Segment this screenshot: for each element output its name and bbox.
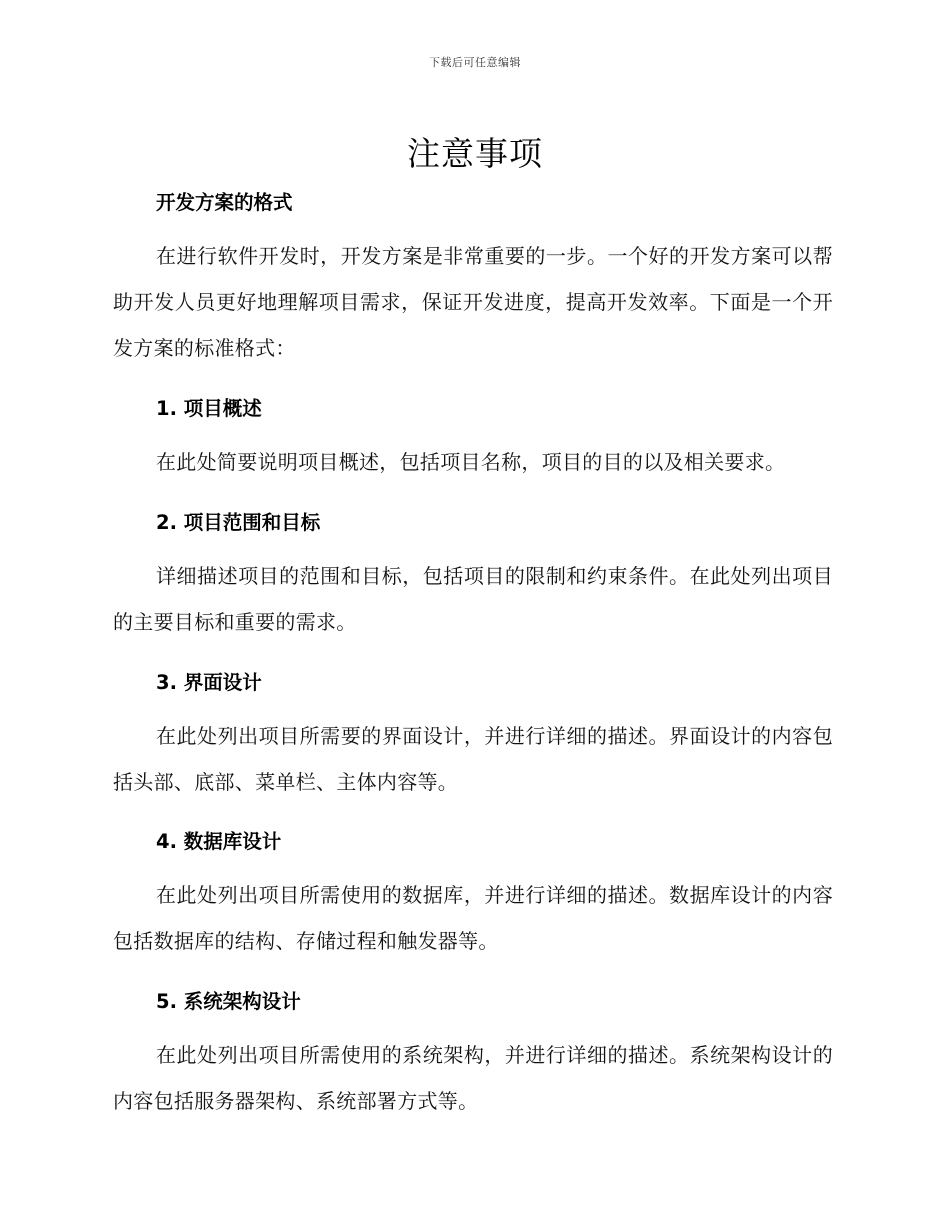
section-heading-ui-design: 3. 界面设计 — [156, 671, 262, 694]
section-paragraph-architecture: 在此处列出项目所需使用的系统架构，并进行详细的描述。系统架构设计的内容包括服务器架构、系统部署方式等。 — [113, 1043, 833, 1113]
section-heading-format: 开发方案的格式 — [156, 191, 293, 214]
section-heading-scope: 2. 项目范围和目标 — [156, 511, 321, 534]
section-heading-overview: 1. 项目概述 — [156, 397, 262, 420]
section-paragraph-format: 在进行软件开发时，开发方案是非常重要的一步。一个好的开发方案可以帮助开发人员更好地理解项目需求，保证开发进度，提高开发效率。下面是一个开发方案的标准格式： — [113, 244, 833, 360]
header-note: 下载后可任意编辑 — [429, 56, 521, 69]
section-paragraph-overview: 在此处简要说明项目概述，包括项目名称，项目的目的以及相关要求。 — [156, 450, 786, 474]
page-title: 注意事项 — [407, 134, 543, 173]
section-paragraph-database: 在此处列出项目所需使用的数据库，并进行详细的描述。数据库设计的内容包括数据库的结构、存储过程和触发器等。 — [113, 883, 833, 953]
section-heading-database: 4. 数据库设计 — [156, 830, 282, 853]
section-heading-architecture: 5. 系统架构设计 — [156, 990, 301, 1013]
section-paragraph-ui-design: 在此处列出项目所需要的界面设计，并进行详细的描述。界面设计的内容包括头部、底部、菜单栏、主体内容等。 — [113, 724, 833, 794]
section-paragraph-scope: 详细描述项目的范围和目标，包括项目的限制和约束条件。在此处列出项目的主要目标和重要的需求。 — [113, 564, 833, 634]
